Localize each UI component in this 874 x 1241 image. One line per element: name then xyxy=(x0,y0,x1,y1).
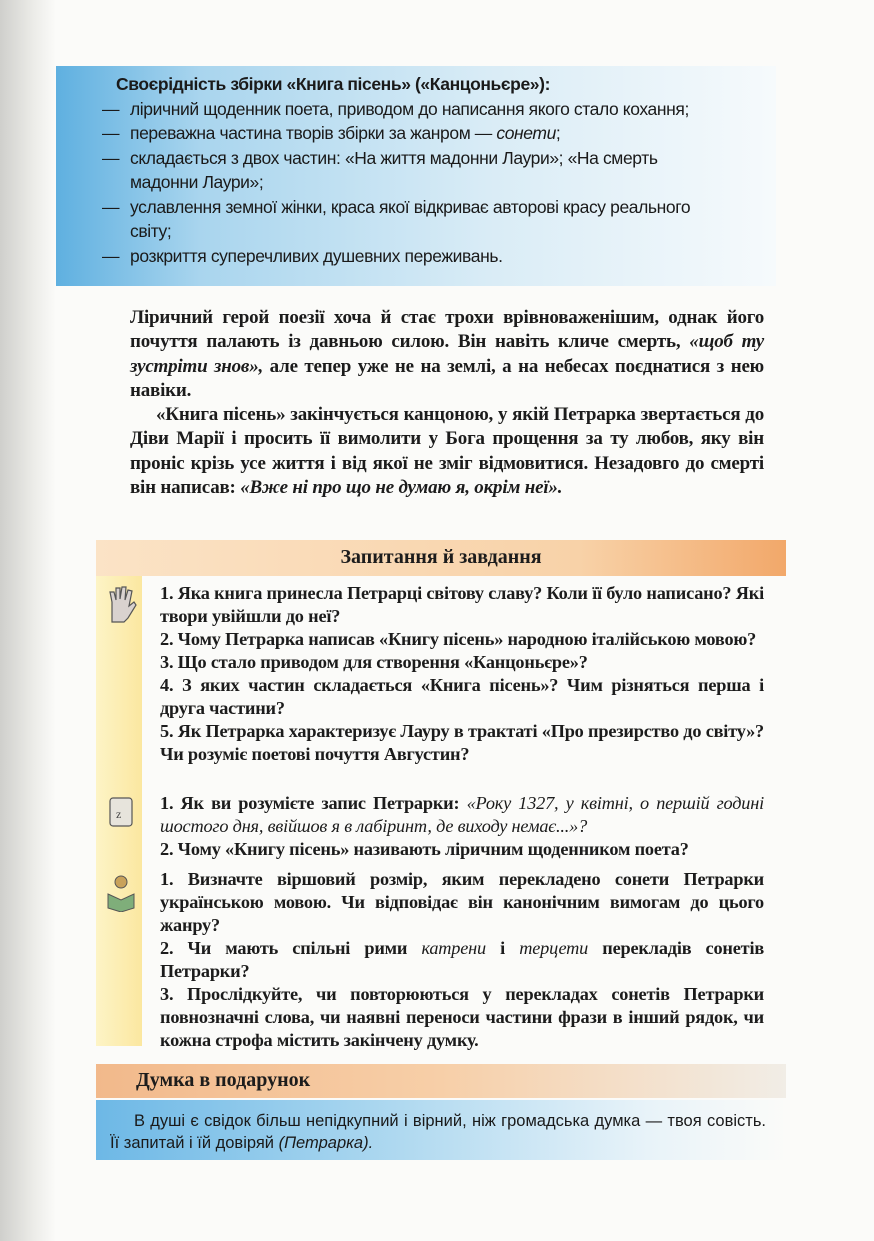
list-item: — ліричний щоденник поета, приводом до написання якого стало кохання; xyxy=(102,98,689,119)
gift-heading: Думка в подарунок xyxy=(136,1069,311,1091)
question: 2. Чи мають спільні рими катрени і терцети перекладів сонетів Петрарки? xyxy=(160,938,764,981)
page-edge xyxy=(0,0,56,1241)
question: 1. Як ви розумієте запис Петрарки: «Року 1327, у квітні, о першій годині шостого дня, ввійшов я в лабіринт, де виходу немає...»? xyxy=(160,793,764,836)
paragraph: «Книга пісень» закінчується канцоною, у якій Петрарка звертається до Діви Марії і просить її вимолити у Бога прощення за ту любов, яку він проніс крізь усе життя і від якої не зміг відмовитися. Незадовго до смерті він написав: «Вже ні про що не думаю я, окрім неї». xyxy=(130,404,764,499)
questions-heading-band xyxy=(96,540,786,576)
gift-heading-band xyxy=(96,1064,786,1098)
question: 4. З яких частин складається «Книга пісень»? Чим різняться перша і друга частини? xyxy=(160,675,764,718)
body-text xyxy=(130,306,764,500)
question-group-2 xyxy=(160,792,764,861)
question-group-3 xyxy=(160,868,764,1052)
hand-icon xyxy=(104,584,138,624)
question-group-1 xyxy=(160,582,764,766)
question: 2. Чому «Книгу пісень» називають ліричним щоденником поета? xyxy=(160,839,689,859)
gift-quote: В душі є свідок більш непідкупний і вірний, ніж громадська думка — твоя совість. Її запитай і їй довіряй (Петрарка). xyxy=(110,1112,766,1152)
question: 2. Чому Петрарка написав «Книгу пісень» народною італійською мовою? xyxy=(160,629,757,649)
features-box xyxy=(56,66,776,286)
list-item: — складається з двох частин: «На життя мадонни Лаури»; «На смерть мадонни Лаури»; xyxy=(102,147,658,192)
question: 1. Визначте віршовий розмір, яким перекладено сонети Петрарки українською мовою. Чи відповідає він канонічним вимогам до цього жанру? xyxy=(160,869,764,935)
list-item: — розкриття суперечливих душевних переживань. xyxy=(102,245,503,266)
question: 1. Яка книга принесла Петрарці світову славу? Коли її було написано? Які твори увійшли до неї? xyxy=(160,583,764,626)
svg-text:z: z xyxy=(116,807,122,821)
scroll-icon xyxy=(104,792,138,832)
gift-quote-box xyxy=(96,1100,786,1160)
questions-heading: Запитання й завдання xyxy=(340,546,542,568)
question: 3. Прослідкуйте, чи повторюються у перекладах сонетів Петрарки повнозначні слова, чи наявні переноси частини фрази в інший рядок, чи кожна строфа містить закінчену думку. xyxy=(160,984,764,1050)
list-item: — переважна частина творів збірки за жанром — сонети; xyxy=(102,123,561,143)
question: 3. Що стало приводом для створення «Канцоньєре»? xyxy=(160,652,588,672)
book-reader-icon xyxy=(104,872,138,912)
paragraph: Ліричний герой поезії хоча й стає трохи врівноваженішим, однак його почуття палають із давньою силою. Він навіть кличе смерть, «щоб ту зустріти знов», але тепер уже не на землі, а на небесах поєднатися з нею навіки. xyxy=(130,307,764,401)
question: 5. Як Петрарка характеризує Лауру в трактаті «Про презирство до світу»? Чи розуміє поетові почуття Августин? xyxy=(160,721,764,764)
features-title: Своєрідність збірки «Книга пісень» («Канцоньєре»): xyxy=(116,74,550,94)
list-item: — уславлення земної жінки, краса якої відкриває авторові красу реального світу; xyxy=(102,196,691,241)
